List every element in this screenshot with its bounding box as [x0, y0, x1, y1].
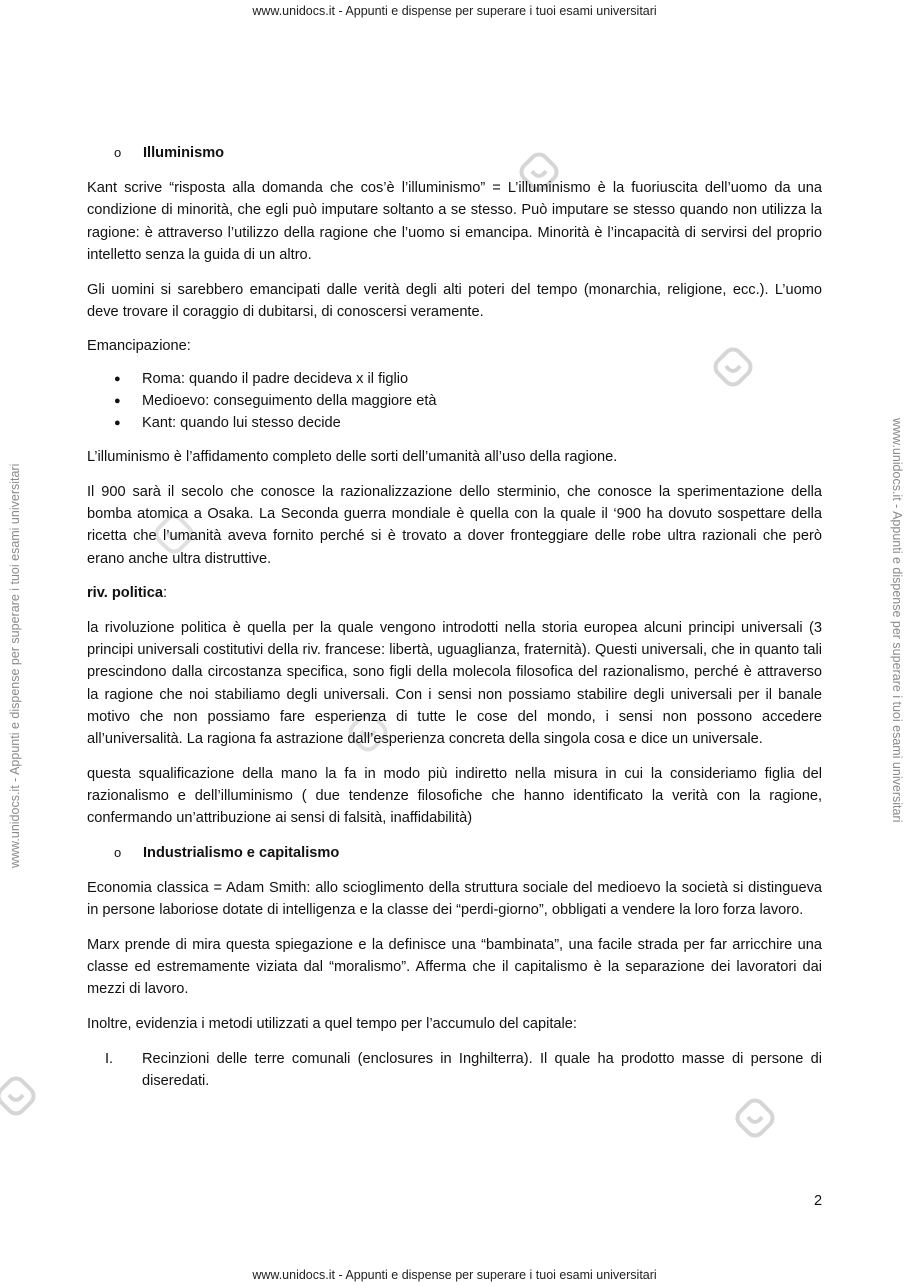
paragraph: la rivoluzione politica è quella per la quale vengono introdotti nella storia europea alcuni principi universali (3 principi universali costitutivi della riv. francese: libertà, uguaglianza, fraternità). Questi universali, che in quanto tali prescindono dalla circostanza specifica, sono figli della molecola filosofica del razionalismo, perché è attraverso la ragione che noi stabiliamo degli universali. Con i sensi non possiamo stabilire degli universali per il banale motivo che non possiamo fare esperienza di tutte le cose del mondo, i sensi non possono accedere all’universalità. La ragiona fa astrazione dall’esperienza concreta della singola cosa e dice un universale. [87, 619, 822, 747]
bullet-icon: ● [114, 372, 121, 385]
bullet-icon: ● [114, 394, 121, 407]
paragraph: riv. politica: [87, 585, 168, 602]
footer-watermark: www.unidocs.it - Appunti e dispense per superare i tuoi esami universitari [252, 1268, 657, 1282]
paragraph: Emancipazione: [87, 338, 191, 355]
paragraph: Marx prende di mira questa spiegazione e la definisce una “bambinata”, una facile strada per far arricchire una classe ed estremamente viziata dal “moralismo”. Afferma che il capitalismo è la separazione dei lavoratori dai mezzi di lavoro. [87, 936, 822, 998]
page-number: 2 [814, 1193, 823, 1209]
header-watermark: www.unidocs.it - Appunti e dispense per superare i tuoi esami universitari [252, 4, 657, 18]
paragraph: Kant scrive “risposta alla domanda che cos’è l’illuminismo” = L’illuminismo è la fuoriuscita dell’uomo da una condizione di minorità, che egli può imputare soltanto a se stesso. Può imputare se stesso quando non utilizza la ragione: è attraverso l’utilizzo della ragione che l’uomo si emancipa. Minorità è l’incapacità di servirsi del proprio intelletto senza la guida di un altro. [87, 180, 822, 263]
list-item: ● Roma: quando il padre decideva x il figlio [87, 368, 822, 390]
paragraph: Gli uomini si sarebbero emancipati dalle verità degli alti poteri del tempo (monarchia, religione, ecc.). L’uomo deve trovare il coraggio di dubitarsi, di conoscersi veramente. [87, 281, 822, 320]
list-item [87, 1048, 822, 1092]
heading-marker: o [114, 844, 122, 860]
numbered-list [87, 1048, 822, 1092]
list-text: Recinzioni delle terre comunali (enclosures in Inghilterra). Il quale ha prodotto masse di persone di diseredati. [142, 1050, 822, 1089]
heading-title: Illuminismo [143, 145, 225, 161]
paragraph: questa squalificazione della mano la fa in modo più indiretto nella misura in cui la consideriamo figlia del razionalismo e dell’illuminismo ( due tendenze filosofiche che hanno identificato la verità con la ragione, confermando un’attribuzione ai sensi di falsità, inaffidabilità) [87, 765, 822, 827]
side-watermark-right: www.unidocs.it - Appunti e dispense per superare i tuoi esami universitari [890, 418, 904, 823]
paragraph: Il 900 sarà il secolo che conosce la razionalizzazione dello sterminio, che conosce la sperimentazione della bomba atomica a Osaka. La Seconda guerra mondiale è quella con la quale il ‘900 ha dovuto sospettare della ricetta che l’umanità aveva fornito perché si è trovato a dover fronteggiare delle robe ultra razionali che però erano anche ultra distruttive. [87, 483, 822, 567]
list-item: ● Medioevo: conseguimento della maggiore età [87, 390, 822, 412]
bullet-list [87, 368, 822, 435]
side-watermark-left: www.unidocs.it - Appunti e dispense per superare i tuoi esami universitari [8, 463, 22, 868]
paragraph: Economia classica = Adam Smith: allo scioglimento della struttura sociale del medioevo la società si distingueva in persone laboriose dotate di intelligenza e la classe dei “perdi-giorno”, obbligati a vendere la loro forza lavoro. [87, 879, 822, 919]
watermark-logo-icon [0, 1074, 38, 1118]
inline-bold: riv. politica [87, 585, 163, 602]
list-number: I. [105, 1050, 114, 1067]
bullet-icon: ● [114, 417, 121, 430]
watermark-logo-icon [733, 1096, 777, 1140]
heading-marker: o [114, 145, 122, 160]
section-heading-illuminismo [87, 142, 822, 164]
heading-title: Industrialismo e capitalismo [143, 844, 340, 861]
list-item: ● Kant: quando lui stesso decide [87, 412, 822, 434]
paragraph: Inoltre, evidenzia i metodi utilizzati a quel tempo per l’accumulo del capitale: [87, 1016, 577, 1032]
section-heading-industrialismo [87, 842, 822, 864]
document-body [87, 142, 822, 1092]
paragraph: L’illuminismo è l’affidamento completo delle sorti dell’umanità all’uso della ragione. [87, 449, 618, 466]
